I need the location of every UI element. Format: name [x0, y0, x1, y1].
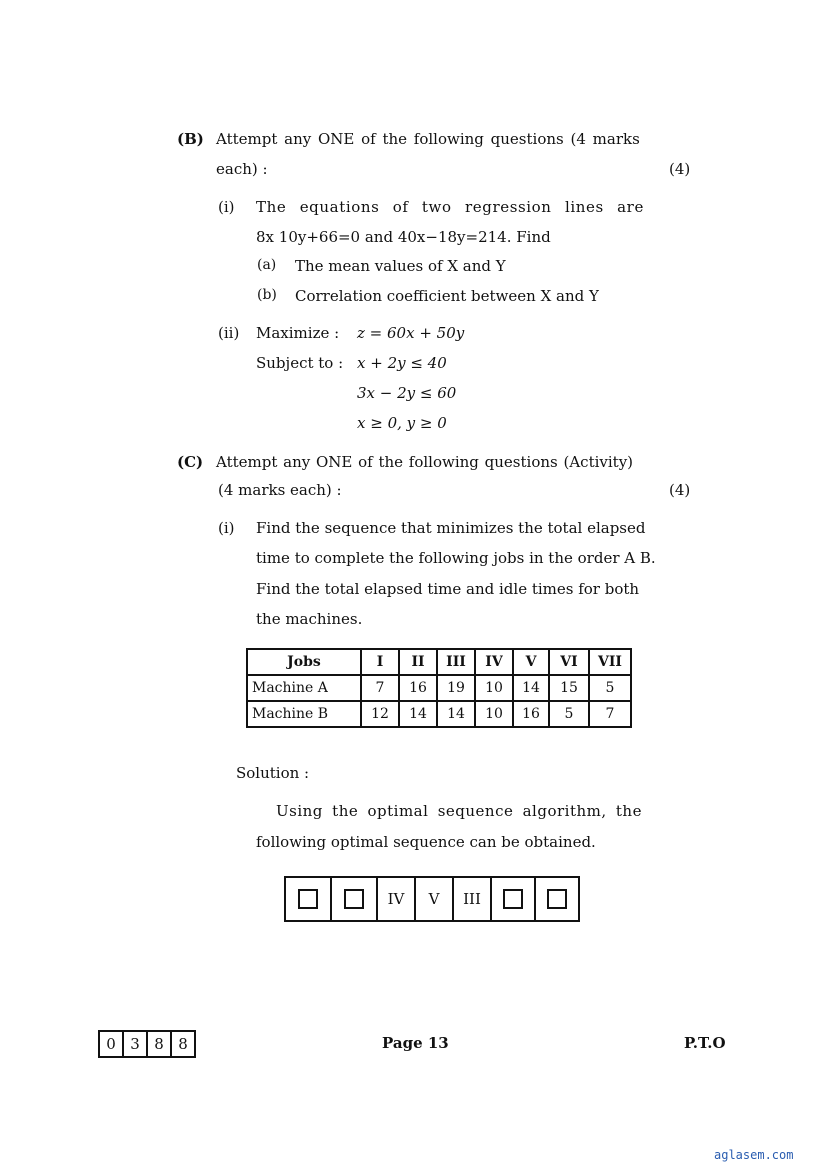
section-b-instruction-cont: each) : — [216, 160, 268, 178]
table-row — [247, 675, 631, 701]
table-header-cell: III — [437, 649, 475, 675]
sequence-blank-box[interactable] — [536, 878, 578, 920]
table-cell: 10 — [475, 701, 513, 727]
table-header-cell: I — [361, 649, 399, 675]
table-cell: 15 — [549, 675, 589, 701]
maximize-label: Maximize : — [256, 324, 340, 342]
subject-to-label: Subject to : — [256, 354, 344, 372]
table-cell: 5 — [589, 675, 631, 701]
q-b1-b-label: (b) — [257, 287, 277, 303]
section-b-label: (B) — [177, 130, 204, 148]
constraint-2: 3x − 2y ≤ 60 — [357, 384, 457, 402]
table-cell: 16 — [513, 701, 549, 727]
table-cell: 12 — [361, 701, 399, 727]
table-cell: Machine A — [247, 675, 361, 701]
page-number: Page 13 — [382, 1034, 449, 1052]
constraint-1: x + 2y ≤ 40 — [357, 354, 447, 372]
paper-code-digit: 8 — [178, 1035, 188, 1053]
table-cell: 7 — [361, 675, 399, 701]
table-cell: 10 — [475, 675, 513, 701]
q-b1-a-text: The mean values of X and Y — [295, 257, 506, 275]
table-cell: 16 — [399, 675, 437, 701]
sequence-cell: III — [454, 878, 492, 920]
paper-code-digit: 8 — [148, 1032, 172, 1056]
q-c1-line3: Find the total elapsed time and idle times for both — [256, 580, 640, 598]
q-b1-label: (i) — [218, 198, 235, 216]
table-header-cell: IV — [475, 649, 513, 675]
section-b-instruction: Attempt any ONE of the following questions (4 marks — [216, 130, 640, 148]
solution-label: Solution : — [236, 764, 310, 782]
section-c-marks: (4) — [669, 481, 691, 499]
section-c-label: (C) — [177, 453, 204, 471]
solution-line1: Using the optimal sequence algorithm, the — [276, 802, 642, 820]
paper-code-digit: 3 — [124, 1032, 148, 1056]
q-c1-line2: time to complete the following jobs in the order A B. — [256, 549, 656, 567]
sequence-cell: IV — [378, 878, 416, 920]
optimal-sequence-boxes — [284, 876, 580, 922]
section-b-marks: (4) — [669, 160, 691, 178]
empty-square-icon — [298, 889, 318, 909]
table-cell: 14 — [399, 701, 437, 727]
sequence-blank-box[interactable] — [286, 878, 332, 920]
empty-square-icon — [503, 889, 523, 909]
section-c-instruction: Attempt any ONE of the following questions (Activity) — [216, 453, 634, 471]
q-b1-line2: 8x 10y+66=0 and 40x−18y=214. Find — [256, 228, 551, 246]
empty-square-icon — [344, 889, 364, 909]
table-cell: 14 — [437, 701, 475, 727]
table-cell: 19 — [437, 675, 475, 701]
table-header-cell: II — [399, 649, 437, 675]
empty-square-icon — [547, 889, 567, 909]
watermark-link[interactable]: aglasem.com — [714, 1148, 794, 1162]
table-cell: 5 — [549, 701, 589, 727]
table-header-cell: VI — [549, 649, 589, 675]
sequence-blank-box[interactable] — [492, 878, 536, 920]
jobs-table — [246, 648, 632, 728]
table-cell: Machine B — [247, 701, 361, 727]
q-c1-line4: the machines. — [256, 610, 363, 628]
objective-function: z = 60x + 50y — [357, 324, 465, 342]
table-row — [247, 701, 631, 727]
table-header-cell: V — [513, 649, 549, 675]
solution-line2: following optimal sequence can be obtained. — [256, 833, 596, 851]
section-c-instruction-cont: (4 marks each) : — [218, 481, 342, 499]
constraint-3: x ≥ 0, y ≥ 0 — [357, 414, 447, 432]
paper-code-digit: 0 — [100, 1032, 124, 1056]
paper-code-boxes — [98, 1030, 196, 1058]
q-b1-b-text: Correlation coefficient between X and Y — [295, 287, 599, 305]
q-b1-line1: The equations of two regression lines are — [256, 198, 644, 216]
q-b2-label: (ii) — [218, 324, 240, 342]
q-b1-a-label: (a) — [257, 257, 277, 273]
table-cell: 14 — [513, 675, 549, 701]
sequence-blank-box[interactable] — [332, 878, 378, 920]
q-c1-line1: Find the sequence that minimizes the total elapsed — [256, 519, 646, 537]
pto-label: P.T.O — [684, 1034, 726, 1052]
q-c1-label: (i) — [218, 519, 235, 537]
table-header-cell: VII — [589, 649, 631, 675]
sequence-cell: V — [416, 878, 454, 920]
table-header-cell: Jobs — [247, 649, 361, 675]
table-cell: 7 — [589, 701, 631, 727]
table-header-row — [247, 649, 631, 675]
